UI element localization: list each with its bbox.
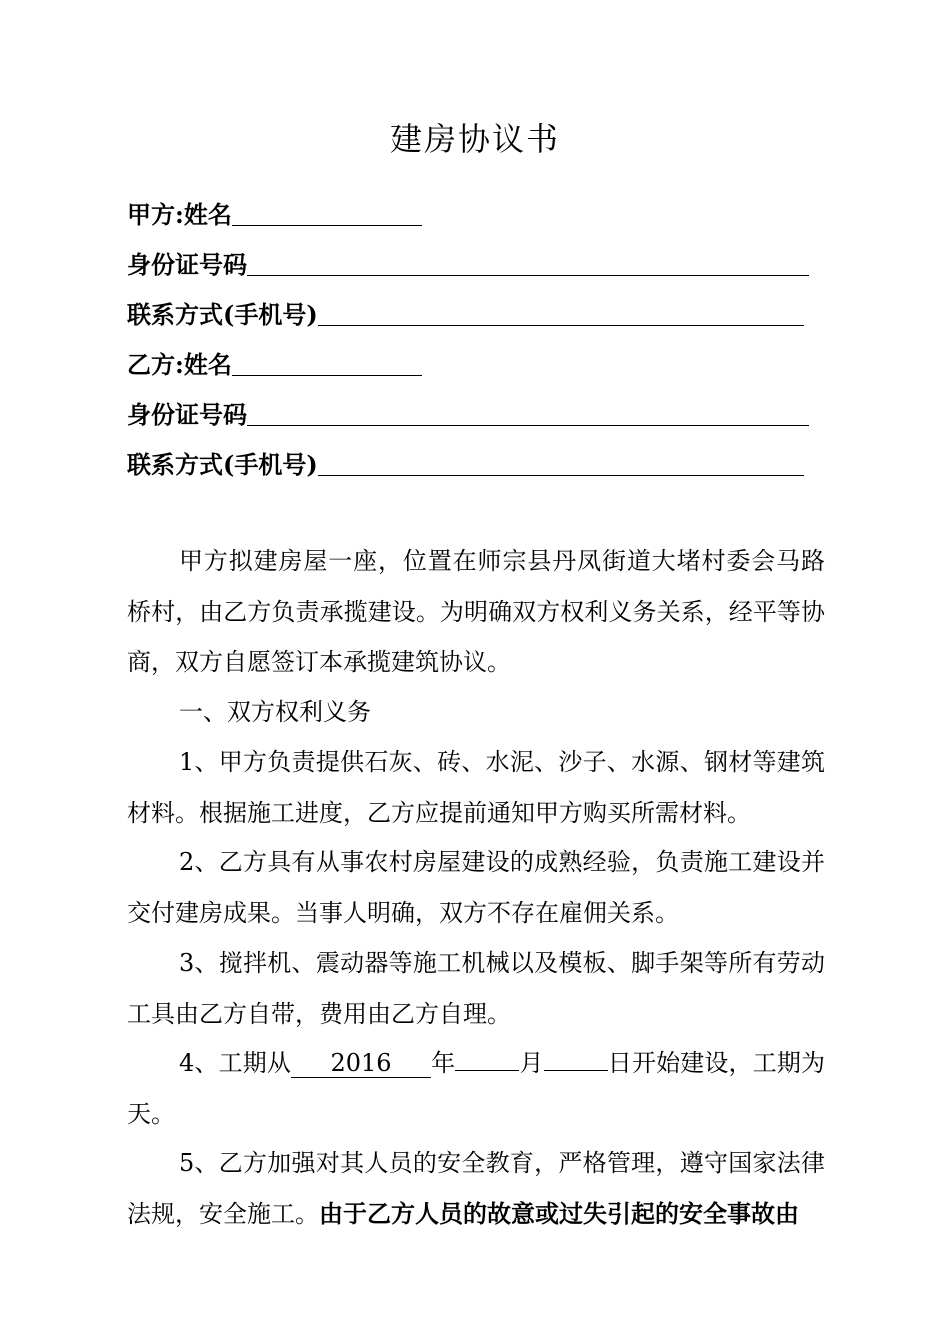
party-a-phone-field: [127, 296, 804, 330]
start-month-blank[interactable]: [455, 1070, 519, 1071]
party-b-id-blank[interactable]: [247, 401, 809, 426]
party-b-id-label: 身份证号码: [127, 400, 247, 429]
party-a-phone-blank[interactable]: [318, 301, 804, 326]
party-a-name-blank[interactable]: [232, 201, 422, 226]
party-a-name-field: [127, 196, 422, 230]
party-b-name-blank[interactable]: [232, 351, 422, 376]
clause-1: 1、甲方负责提供石灰、砖、水泥、沙子、水源、钢材等建筑材料。根据施工进度，乙方应提前通知甲方购买所需材料。: [127, 748, 825, 827]
party-b-name-label: 乙方:姓名: [127, 350, 232, 379]
document-title: 建房协议书: [389, 120, 560, 158]
clause-5-bold-text: 由于乙方人员的故意或过失引起的安全事故由: [319, 1198, 799, 1228]
party-b-phone-label: 联系方式(手机号): [127, 450, 318, 479]
party-b-phone-field: [127, 446, 804, 480]
clause-5: [127, 1138, 825, 1239]
clause-4-prefix: 4、工期从: [179, 1049, 292, 1077]
party-a-id-field: [127, 246, 809, 280]
party-a-id-blank[interactable]: [247, 251, 809, 276]
clause-5-normal-text: 5、乙方加强对其人员的安全教育，严格管理，遵守国家法律法规，安全施工。: [127, 1149, 825, 1228]
clause-4-suffix: 日开始建设，工期为天。: [127, 1049, 826, 1128]
year-label: 年: [431, 1049, 456, 1077]
intro-paragraph: 甲方拟建房屋一座，位置在师宗县丹凤街道大堵村委会马路桥村，由乙方负责承揽建设。为明确双方权利义务关系，经平等协商，双方自愿签订本承揽建筑协议。: [127, 547, 825, 676]
party-b-phone-blank[interactable]: [318, 451, 804, 476]
party-b-id-field: [127, 396, 809, 430]
party-a-name-label: 甲方:姓名: [127, 200, 232, 229]
party-a-phone-label: 联系方式(手机号): [127, 300, 318, 329]
party-a-id-label: 身份证号码: [127, 250, 247, 279]
clause-3: 3、搅拌机、震动器等施工机械以及模板、脚手架等所有劳动工具由乙方自带，费用由乙方自理。: [127, 949, 825, 1028]
section-heading: 一、双方权利义务: [179, 698, 371, 726]
month-label: 月: [519, 1049, 544, 1077]
party-b-name-field: [127, 346, 422, 380]
clause-4: [127, 1038, 825, 1139]
start-day-blank[interactable]: [544, 1070, 608, 1071]
clause-2: 2、乙方具有从事农村房屋建设的成熟经验，负责施工建设并交付建房成果。当事人明确，双方不存在雇佣关系。: [127, 848, 825, 927]
start-year-blank[interactable]: 2016: [291, 1049, 431, 1078]
